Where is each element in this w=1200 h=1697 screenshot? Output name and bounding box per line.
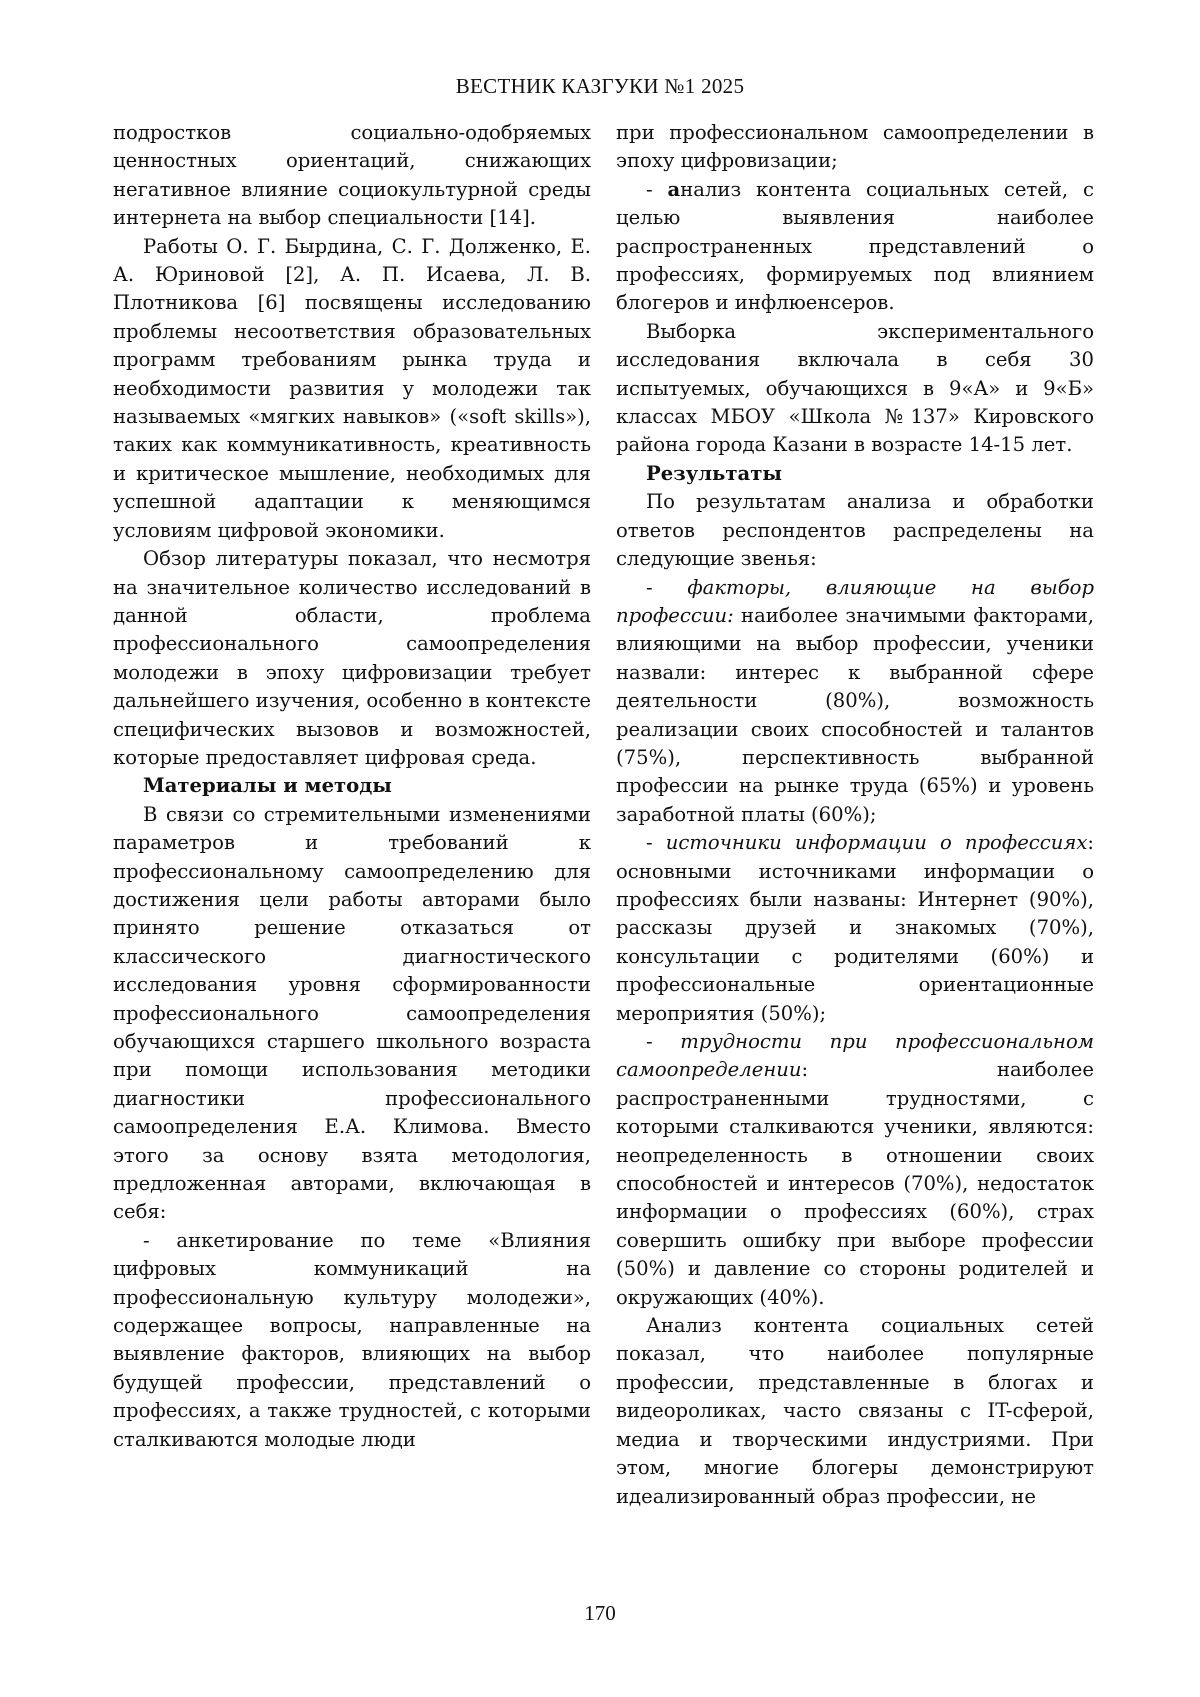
section-heading-methods: Материалы и методы [143, 774, 392, 798]
right-column [616, 119, 1094, 1511]
section-heading-results: Результаты [646, 461, 782, 485]
paragraph: Работы О. Г. Бырдина, С. Г. Долженко, Е. А. Юриновой [2], А. П. Исаева, Л. В. Плотникова [6] посвящены исследованию проблемы несоответствия образовательных программ требованиям рынка труда и необходимости развития у молодежи так называемых «мягких навыков» («soft skills»), таких как коммуникативность, креативность и критическое мышление, необходимых для успешной адаптации к меняющимся условиям цифровой экономики. [113, 234, 591, 542]
left-column [113, 119, 591, 1454]
list-dash: - [646, 575, 688, 599]
paragraph-text: наиболее значимыми факторами, влияющими на выбор профессии, ученики назвали: интерес к выбранной сфере деятельности (80%), возможность реализации своих способностей и талантов (75%), перспективность выбранной профессии на рынке труда (65%) и уровень заработной платы (60%); [616, 603, 1094, 826]
paragraph-text: : наиболее распространенными трудностями, с которыми сталкиваются ученики, являются: неопределенность в отношении своих способностей и интересов (70%), недостаток информации о профессиях (60%), страх совершить ошибку при выборе профессии (50%) и давление со стороны родителей и окружающих (40%). [616, 1058, 1094, 1309]
paragraph [616, 1028, 1094, 1312]
list-dash: - [646, 177, 668, 201]
paragraph: при профессиональном самоопределении в эпоху цифровизации; [616, 121, 1094, 173]
italic-term: факторы, влияющие на выбор профессии: [616, 575, 1094, 627]
paragraph-text: : основными источниками информации о профессиях были названы: Интернет (90%), рассказы друзей и знакомых (70%), консультации с родителями (60%) и профессиональные ориентационные мероприятия (50%); [616, 831, 1094, 1025]
paragraph-text: нализ контента социальных сетей, с целью выявления наиболее распространенных представлений о профессиях, формируемых под влиянием блогеров и инфлюенсеров. [616, 177, 1094, 315]
italic-term: трудности при профессиональном самоопределении [616, 1030, 1094, 1082]
list-dash: - [646, 831, 666, 855]
paragraph: Обзор литературы показал, что несмотря на значительное количество исследований в данной области, проблема профессионального самоопределения молодежи в эпоху цифровизации требует дальнейшего изучения, особенно в контексте специфических вызовов и возможностей, которые предоставляет цифровая среда. [113, 547, 591, 769]
paragraph: Анализ контента социальных сетей показал, что наиболее популярные профессии, представленные в блогах и видеороликах, часто связаны с IT-сферой, медиа и творческими индустриями. При этом, многие блогеры демонстрируют идеализированный образ профессии, не [616, 1314, 1094, 1508]
paragraph [616, 574, 1094, 830]
running-head: ВЕСТНИК КАЗГУКИ №1 2025 [455, 74, 745, 98]
paragraph: подростков социально-одобряемых ценностных ориентаций, снижающих негативное влияние социокультурной среды интернета на выбор специальности [14]. [113, 121, 591, 230]
paragraph: Выборка экспериментального исследования включала в себя 30 испытуемых, обучающихся в 9«А» и 9«Б» классах МБОУ «Школа №137» Кировского района города Казани в возрасте 14-15 лет. [616, 319, 1094, 457]
paragraph: По результатам анализа и обработки ответов респондентов распределены на следующие звенья: [616, 490, 1094, 571]
paragraph: В связи со стремительными изменениями параметров и требований к профессиональному самоопределению для достижения цели работы авторами было принято решение отказаться от классического диагностического исследования уровня сформированности профессионального самоопределения обучающихся старшего школьного возраста при помощи использования методики диагностики профессионального самоопределения Е.А. Климова. Вместо этого за основу взята методология, предложенная авторами, включающая в себя: [113, 802, 591, 1224]
list-dash: - [646, 1030, 681, 1053]
page-number: 170 [584, 1601, 616, 1625]
bold-letter: а [667, 177, 681, 201]
paragraph [616, 829, 1094, 1028]
italic-term: источники информации о профессиях [665, 831, 1088, 855]
paragraph [616, 176, 1094, 318]
paragraph: - анкетирование по теме «Влияния цифровых коммуникаций на профессиональную культуру молодежи», содержащее вопросы, направленные на выявление факторов, влияющих на выбор будущей профессии, представлений о профессиях, а также трудностей, с которыми сталкиваются молодые люди [113, 1228, 591, 1451]
